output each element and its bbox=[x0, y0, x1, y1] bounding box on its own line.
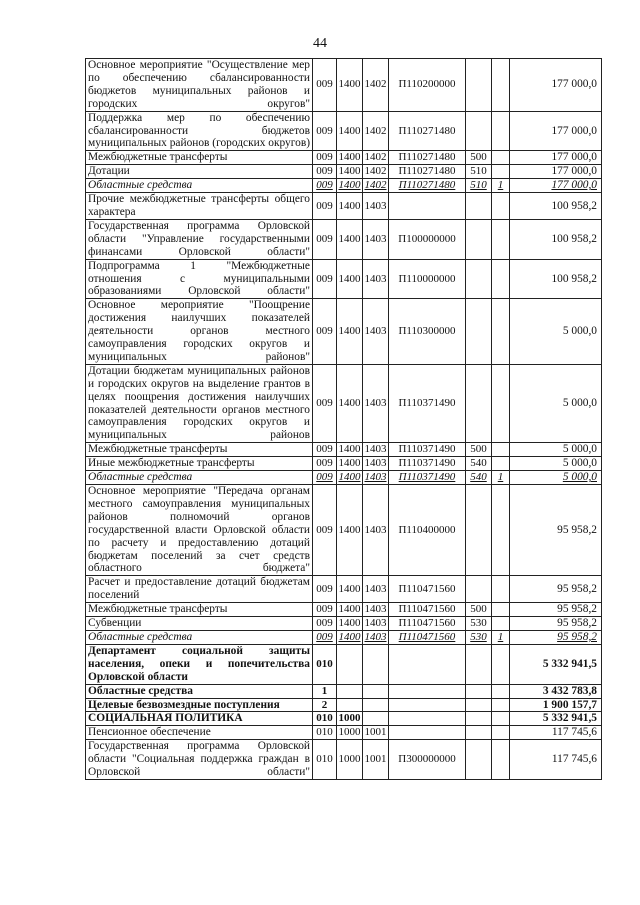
ministry-code-cell: 009 bbox=[313, 219, 337, 259]
table-row bbox=[86, 630, 602, 644]
row-name-cell: Государственная программа Орловской области "Управление государственными финансами Орловской области" bbox=[86, 219, 313, 259]
subsection-code-cell: 1403 bbox=[364, 630, 387, 643]
subsection-code-cell bbox=[363, 712, 389, 726]
expense-type-cell: 540 bbox=[466, 457, 492, 471]
amount-cell: 95 958,2 bbox=[510, 630, 602, 644]
table-row bbox=[86, 712, 602, 726]
amount-cell: 5 000,0 bbox=[510, 443, 602, 457]
amount-cell: 100 958,2 bbox=[510, 193, 602, 220]
subsection-code-cell: 1403 bbox=[364, 471, 387, 484]
table-row bbox=[86, 165, 602, 179]
subsection-code-cell: 1402 bbox=[364, 165, 387, 178]
expense-type-cell bbox=[466, 259, 492, 299]
amount-cell: 3 432 783,8 bbox=[510, 684, 602, 698]
ministry-code-cell: 009 bbox=[313, 259, 337, 299]
expense-type-cell bbox=[466, 576, 492, 603]
expense-type-cell: 510 bbox=[466, 179, 492, 193]
target-article-cell: П110000000 bbox=[389, 259, 466, 299]
target-article-cell: П110371490 bbox=[389, 457, 466, 471]
ministry-code-cell: 009 bbox=[313, 457, 337, 471]
funding-source-cell bbox=[492, 364, 510, 442]
ministry-code-cell: 009 bbox=[313, 443, 337, 457]
subsection-code-cell: 1001 bbox=[363, 740, 389, 780]
budget-table-container bbox=[85, 58, 601, 780]
row-name-cell: Межбюджетные трансферты bbox=[86, 151, 313, 165]
expense-type-cell bbox=[466, 219, 492, 259]
table-row bbox=[86, 179, 602, 193]
ministry-code-cell: 009 bbox=[313, 603, 337, 617]
expense-type-cell bbox=[466, 193, 492, 220]
ministry-code-cell: 009 bbox=[313, 111, 337, 151]
subsection-code-cell: 1403 bbox=[364, 603, 387, 616]
target-article-cell: П110371490 bbox=[389, 364, 466, 442]
row-name-cell: Субвенции bbox=[86, 617, 313, 631]
funding-source-cell bbox=[492, 151, 510, 165]
row-name-cell: Областные средства bbox=[86, 471, 313, 485]
section-code-cell: 1400 bbox=[338, 617, 361, 630]
funding-source-cell bbox=[492, 193, 510, 220]
amount-cell: 177 000,0 bbox=[510, 59, 602, 112]
funding-source-cell bbox=[492, 219, 510, 259]
row-name-cell: Основное мероприятие "Осуществление мер по обеспечению сбалансированности бюджетов муниципальных районов и городских округов" bbox=[86, 59, 313, 112]
target-article-cell: П110371490 bbox=[389, 471, 466, 485]
section-code-cell: 1400 bbox=[338, 151, 361, 164]
subsection-code-cell: 1402 bbox=[364, 179, 387, 192]
funding-source-cell: 1 bbox=[492, 630, 510, 644]
amount-cell: 95 958,2 bbox=[510, 617, 602, 631]
amount-cell: 100 958,2 bbox=[510, 259, 602, 299]
row-name-cell: Областные средства bbox=[86, 179, 313, 193]
subsection-code-cell bbox=[363, 698, 389, 712]
section-code-cell: 1400 bbox=[337, 193, 363, 220]
funding-source-cell bbox=[492, 485, 510, 576]
table-row bbox=[86, 364, 602, 442]
expense-type-cell bbox=[466, 485, 492, 576]
expense-type-cell bbox=[466, 59, 492, 112]
ministry-code-cell: 009 bbox=[313, 630, 337, 644]
ministry-code-cell: 1 bbox=[313, 684, 337, 698]
section-code-cell: 1400 bbox=[338, 179, 361, 192]
expense-type-cell bbox=[466, 299, 492, 365]
target-article-cell: П110471560 bbox=[389, 603, 466, 617]
table-row bbox=[86, 151, 602, 165]
section-code-cell: 1400 bbox=[338, 457, 361, 470]
amount-cell: 177 000,0 bbox=[510, 151, 602, 165]
subsection-code-cell: 1402 bbox=[363, 111, 389, 151]
expense-type-cell: 500 bbox=[466, 151, 492, 165]
expense-type-cell: 540 bbox=[466, 471, 492, 485]
amount-cell: 5 332 941,5 bbox=[510, 712, 602, 726]
subsection-code-cell: 1403 bbox=[364, 457, 387, 470]
expense-type-cell bbox=[466, 698, 492, 712]
amount-cell: 5 000,0 bbox=[510, 364, 602, 442]
amount-cell: 95 958,2 bbox=[510, 603, 602, 617]
subsection-code-cell: 1402 bbox=[364, 151, 387, 164]
target-article-cell: П110471560 bbox=[389, 617, 466, 631]
subsection-code-cell: 1402 bbox=[363, 59, 389, 112]
ministry-code-cell: 009 bbox=[313, 193, 337, 220]
section-code-cell: 1400 bbox=[338, 443, 361, 456]
target-article-cell: П110271480 bbox=[389, 179, 466, 193]
subsection-code-cell: 1403 bbox=[363, 485, 389, 576]
row-name-cell: Департамент социальной защиты населения, опеки и попечительства Орловской области bbox=[86, 644, 313, 684]
amount-cell: 5 332 941,5 bbox=[510, 644, 602, 684]
expense-type-cell bbox=[466, 712, 492, 726]
ministry-code-cell: 009 bbox=[313, 485, 337, 576]
funding-source-cell bbox=[492, 259, 510, 299]
funding-source-cell bbox=[492, 457, 510, 471]
row-name-cell: Целевые безвозмездные поступления bbox=[86, 698, 313, 712]
ministry-code-cell: 009 bbox=[313, 364, 337, 442]
section-code-cell: 1400 bbox=[337, 364, 363, 442]
section-code-cell: 1400 bbox=[338, 165, 361, 178]
section-code-cell: 1400 bbox=[337, 259, 363, 299]
table-row bbox=[86, 603, 602, 617]
ministry-code-cell: 010 bbox=[313, 712, 337, 726]
section-code-cell bbox=[337, 698, 363, 712]
target-article-cell: П110371490 bbox=[389, 443, 466, 457]
subsection-code-cell bbox=[363, 684, 389, 698]
table-row bbox=[86, 684, 602, 698]
subsection-code-cell: 1403 bbox=[364, 443, 387, 456]
table-row bbox=[86, 740, 602, 780]
section-code-cell: 1400 bbox=[338, 630, 361, 643]
row-name-cell: Основное мероприятие "Передача органам местного самоуправления муниципальных районов полномочий органов государственной власти Орловской области по расчету и предоставлению дотаций бюджетам поселений за счет средств областного бюджета" bbox=[86, 485, 313, 576]
funding-source-cell bbox=[492, 698, 510, 712]
target-article-cell: П300000000 bbox=[389, 740, 466, 780]
target-article-cell: П100000000 bbox=[389, 219, 466, 259]
expense-type-cell: 500 bbox=[466, 443, 492, 457]
amount-cell: 95 958,2 bbox=[510, 576, 602, 603]
table-row bbox=[86, 193, 602, 220]
table-row bbox=[86, 644, 602, 684]
table-row bbox=[86, 457, 602, 471]
ministry-code-cell: 2 bbox=[313, 698, 337, 712]
amount-cell: 177 000,0 bbox=[510, 111, 602, 151]
table-row bbox=[86, 576, 602, 603]
row-name-cell: Межбюджетные трансферты bbox=[86, 603, 313, 617]
expense-type-cell bbox=[466, 364, 492, 442]
section-code-cell bbox=[337, 684, 363, 698]
funding-source-cell bbox=[492, 111, 510, 151]
ministry-code-cell: 010 bbox=[313, 644, 337, 684]
row-name-cell: Дотации bbox=[86, 165, 313, 179]
row-name-cell: Иные межбюджетные трансферты bbox=[86, 457, 313, 471]
funding-source-cell bbox=[492, 59, 510, 112]
amount-cell: 5 000,0 bbox=[510, 457, 602, 471]
row-name-cell: Областные средства bbox=[86, 684, 313, 698]
row-name-cell: Основное мероприятие "Поощрение достижения наилучших показателей деятельности органов местного самоуправления городских округов и муниципальных районов" bbox=[86, 299, 313, 365]
expense-type-cell bbox=[466, 684, 492, 698]
target-article-cell bbox=[389, 726, 466, 740]
row-name-cell: Дотации бюджетам муниципальных районов и городских округов на выделение грантов в целях поощрения достижения наилучших показателей деятельности органов местного самоуправления городских округов и муниципальных районов bbox=[86, 364, 313, 442]
target-article-cell: П110300000 bbox=[389, 299, 466, 365]
amount-cell: 117 745,6 bbox=[510, 740, 602, 780]
subsection-code-cell: 1403 bbox=[363, 364, 389, 442]
subsection-code-cell: 1403 bbox=[363, 219, 389, 259]
row-name-cell: Областные средства bbox=[86, 630, 313, 644]
row-name-cell: Прочие межбюджетные трансферты общего характера bbox=[86, 193, 313, 220]
row-name-cell: Государственная программа Орловской области "Социальная поддержка граждан в Орловской области" bbox=[86, 740, 313, 780]
target-article-cell bbox=[389, 698, 466, 712]
row-name-cell: Межбюджетные трансферты bbox=[86, 443, 313, 457]
section-code-cell: 1400 bbox=[337, 219, 363, 259]
funding-source-cell bbox=[492, 617, 510, 631]
ministry-code-cell: 009 bbox=[313, 151, 337, 165]
page-number: 44 bbox=[313, 36, 327, 51]
funding-source-cell bbox=[492, 740, 510, 780]
budget-table bbox=[85, 58, 602, 780]
row-name-cell: Поддержка мер по обеспечению сбалансированности бюджетов муниципальных районов (городских округов) bbox=[86, 111, 313, 151]
section-code-cell bbox=[337, 644, 363, 684]
row-name-cell: Подпрограмма 1 "Межбюджетные отношения с муниципальными образованиями Орловской области" bbox=[86, 259, 313, 299]
amount-cell: 5 000,0 bbox=[510, 299, 602, 365]
funding-source-cell bbox=[492, 576, 510, 603]
amount-cell: 177 000,0 bbox=[510, 165, 602, 179]
subsection-code-cell: 1403 bbox=[364, 617, 387, 630]
expense-type-cell bbox=[466, 644, 492, 684]
table-row bbox=[86, 111, 602, 151]
target-article-cell: П110271480 bbox=[389, 165, 466, 179]
target-article-cell: П110471560 bbox=[389, 630, 466, 644]
amount-cell: 95 958,2 bbox=[510, 485, 602, 576]
funding-source-cell bbox=[492, 443, 510, 457]
ministry-code-cell: 009 bbox=[313, 165, 337, 179]
section-code-cell: 1400 bbox=[337, 299, 363, 365]
target-article-cell: П110271480 bbox=[389, 111, 466, 151]
ministry-code-cell: 009 bbox=[313, 471, 337, 485]
target-article-cell: П110271480 bbox=[389, 151, 466, 165]
amount-cell: 177 000,0 bbox=[510, 179, 602, 193]
expense-type-cell bbox=[466, 726, 492, 740]
budget-table-body bbox=[86, 59, 602, 780]
ministry-code-cell: 009 bbox=[313, 299, 337, 365]
section-code-cell: 1400 bbox=[337, 59, 363, 112]
expense-type-cell bbox=[466, 740, 492, 780]
expense-type-cell bbox=[466, 111, 492, 151]
ministry-code-cell: 009 bbox=[313, 179, 337, 193]
funding-source-cell bbox=[492, 644, 510, 684]
table-row bbox=[86, 617, 602, 631]
section-code-cell: 1000 bbox=[338, 712, 361, 725]
funding-source-cell bbox=[492, 712, 510, 726]
ministry-code-cell: 009 bbox=[313, 59, 337, 112]
subsection-code-cell: 1403 bbox=[363, 576, 389, 603]
section-code-cell: 1400 bbox=[337, 485, 363, 576]
funding-source-cell bbox=[492, 684, 510, 698]
funding-source-cell bbox=[492, 299, 510, 365]
table-row bbox=[86, 299, 602, 365]
ministry-code-cell: 009 bbox=[313, 617, 337, 631]
amount-cell: 1 900 157,7 bbox=[510, 698, 602, 712]
target-article-cell bbox=[389, 684, 466, 698]
table-row bbox=[86, 485, 602, 576]
target-article-cell bbox=[389, 193, 466, 220]
subsection-code-cell: 1001 bbox=[364, 726, 387, 739]
table-row bbox=[86, 698, 602, 712]
funding-source-cell: 1 bbox=[492, 471, 510, 485]
subsection-code-cell bbox=[363, 644, 389, 684]
expense-type-cell: 530 bbox=[466, 617, 492, 631]
table-row bbox=[86, 443, 602, 457]
amount-cell: 117 745,6 bbox=[510, 726, 602, 740]
funding-source-cell bbox=[492, 603, 510, 617]
ministry-code-cell: 009 bbox=[313, 576, 337, 603]
subsection-code-cell: 1403 bbox=[363, 299, 389, 365]
subsection-code-cell: 1403 bbox=[363, 259, 389, 299]
funding-source-cell: 1 bbox=[492, 179, 510, 193]
row-name-cell: СОЦИАЛЬНАЯ ПОЛИТИКА bbox=[86, 712, 313, 726]
section-code-cell: 1000 bbox=[338, 726, 361, 739]
table-row bbox=[86, 259, 602, 299]
section-code-cell: 1400 bbox=[337, 576, 363, 603]
amount-cell: 100 958,2 bbox=[510, 219, 602, 259]
table-row bbox=[86, 59, 602, 112]
amount-cell: 5 000,0 bbox=[510, 471, 602, 485]
row-name-cell: Расчет и предоставление дотаций бюджетам поселений bbox=[86, 576, 313, 603]
target-article-cell: П110471560 bbox=[389, 576, 466, 603]
subsection-code-cell: 1403 bbox=[363, 193, 389, 220]
target-article-cell bbox=[389, 712, 466, 726]
target-article-cell: П110400000 bbox=[389, 485, 466, 576]
expense-type-cell: 500 bbox=[466, 603, 492, 617]
ministry-code-cell: 010 bbox=[313, 726, 337, 740]
target-article-cell: П110200000 bbox=[389, 59, 466, 112]
target-article-cell bbox=[389, 644, 466, 684]
section-code-cell: 1400 bbox=[337, 111, 363, 151]
section-code-cell: 1400 bbox=[338, 471, 361, 484]
table-row bbox=[86, 726, 602, 740]
expense-type-cell: 530 bbox=[466, 630, 492, 644]
table-row bbox=[86, 471, 602, 485]
table-row bbox=[86, 219, 602, 259]
section-code-cell: 1400 bbox=[338, 603, 361, 616]
row-name-cell: Пенсионное обеспечение bbox=[86, 726, 313, 740]
ministry-code-cell: 010 bbox=[313, 740, 337, 780]
funding-source-cell bbox=[492, 165, 510, 179]
funding-source-cell bbox=[492, 726, 510, 740]
expense-type-cell: 510 bbox=[466, 165, 492, 179]
section-code-cell: 1000 bbox=[337, 740, 363, 780]
